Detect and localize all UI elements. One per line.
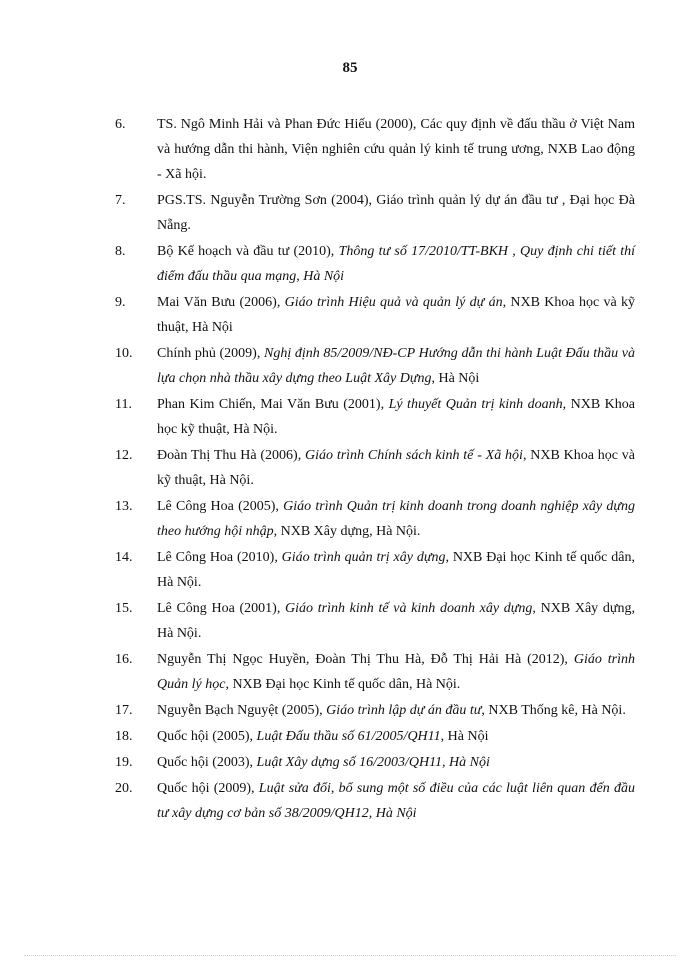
reference-number: 11.: [115, 397, 132, 412]
reference-number: 17.: [115, 703, 133, 718]
reference-text: [157, 703, 626, 718]
reference-item: [115, 776, 635, 826]
reference-number: 9.: [115, 295, 126, 310]
reference-text: [157, 601, 635, 641]
reference-title-italic: Luật sửa đổi, bổ sung một số điều của các luật liên quan đến đầu tư xây dựng cơ bản số 38/2009/QH12, Hà Nội: [157, 781, 635, 821]
reference-title-italic: Giáo trình Chính sách kinh tế - Xã hội: [305, 448, 523, 463]
reference-text: [157, 117, 635, 182]
reference-item: [115, 112, 635, 187]
reference-text-segment: Chính phủ (2009),: [157, 346, 264, 361]
reference-text: [157, 652, 635, 692]
reference-text-segment: Lê Công Hoa (2005),: [157, 499, 284, 514]
reference-text-segment: Nguyễn Thị Ngọc Huyền, Đoàn Thị Thu Hà, Đỗ Thị Hải Hà (2012),: [157, 652, 574, 667]
reference-number: 8.: [115, 244, 126, 259]
reference-title-italic: Lý thuyết Quản trị kinh doanh: [388, 397, 563, 412]
reference-text-segment: Bộ Kế hoạch và đầu tư (2010),: [157, 244, 339, 259]
reference-text-segment: Quốc hội (2009),: [157, 781, 259, 796]
reference-text: [157, 729, 488, 744]
reference-text-segment: TS. Ngô Minh Hải và Phan Đức Hiếu (2000), Các quy định về đấu thầu ở Việt Nam và hướng dẫn thi hành, Viện nghiên cứu quản lý kinh tế trung ương, NXB Lao động - Xã hội.: [157, 117, 635, 182]
reference-number: 15.: [115, 601, 133, 616]
reference-text: [157, 781, 635, 821]
reference-text: [157, 346, 635, 386]
reference-text-segment: Quốc hội (2003),: [157, 755, 257, 770]
reference-text-segment: , NXB Khoa học kỹ thuật, Hà Nội.: [157, 397, 635, 437]
reference-text-segment: Nguyễn Bạch Nguyệt (2005),: [157, 703, 327, 718]
reference-text: [157, 295, 635, 335]
reference-number: 20.: [115, 781, 133, 796]
reference-text: [157, 755, 490, 770]
reference-number: 13.: [115, 499, 133, 514]
reference-number: 7.: [115, 193, 126, 208]
reference-item: [115, 647, 635, 697]
page-bottom-divider: [24, 955, 676, 956]
reference-title-italic: Nghị định 85/2009/NĐ-CP Hướng dẫn thi hành Luật Đấu thầu và lựa chọn nhà thầu xây dựng theo Luật Xây Dựng: [157, 346, 635, 386]
reference-number: 12.: [115, 448, 133, 463]
reference-title-italic: Luật Xây dựng số 16/2003/QH11, Hà Nội: [256, 755, 490, 770]
reference-text: [157, 193, 635, 233]
reference-title-italic: Giáo trình quản trị xây dựng: [281, 550, 446, 565]
reference-text: [157, 397, 635, 437]
reference-title-italic: Giáo trình Hiệu quả và quản lý dự án: [284, 295, 503, 310]
reference-item: [115, 443, 635, 493]
reference-item: [115, 188, 635, 238]
reference-text-segment: Lê Công Hoa (2010),: [157, 550, 282, 565]
reference-text-segment: , NXB Đại học Kinh tế quốc dân, Hà Nội.: [157, 550, 635, 590]
reference-item: [115, 290, 635, 340]
reference-item: [115, 494, 635, 544]
reference-item: [115, 750, 635, 775]
page-number: 85: [342, 60, 358, 76]
reference-item: [115, 596, 635, 646]
reference-title-italic: Thông tư số 17/2010/TT-BKH , Quy định chi tiết thí điểm đấu thầu qua mạng, Hà Nội: [157, 244, 635, 284]
reference-text-segment: , Hà Nội: [431, 371, 480, 386]
reference-text: [157, 550, 635, 590]
reference-text-segment: , Hà Nội: [440, 729, 489, 744]
reference-text-segment: Lê Công Hoa (2001),: [157, 601, 286, 616]
reference-text-segment: , NXB Đại học Kinh tế quốc dân, Hà Nội.: [225, 677, 461, 692]
reference-item: [115, 545, 635, 595]
reference-text-segment: , NXB Thống kê, Hà Nội.: [481, 703, 626, 718]
reference-number: 10.: [115, 346, 133, 361]
reference-number: 18.: [115, 729, 133, 744]
reference-item: [115, 239, 635, 289]
reference-title-italic: Giáo trình Quản trị kinh doanh trong doanh nghiệp xây dựng theo hướng hội nhập: [157, 499, 635, 539]
reference-text-segment: Đoàn Thị Thu Hà (2006),: [157, 448, 306, 463]
reference-list: [115, 112, 635, 827]
reference-number: 19.: [115, 755, 133, 770]
reference-number: 14.: [115, 550, 133, 565]
reference-title-italic: Giáo trình lập dự án đầu tư: [326, 703, 482, 718]
reference-title-italic: Giáo trình kinh tế và kinh doanh xây dựng: [285, 601, 533, 616]
reference-text: [157, 244, 635, 284]
reference-number: 16.: [115, 652, 133, 667]
reference-text-segment: , NXB Khoa học và kỹ thuật, Hà Nội: [157, 295, 636, 335]
reference-item: [115, 724, 635, 749]
reference-item: [115, 698, 635, 723]
reference-text-segment: , NXB Xây dựng, Hà Nội.: [157, 601, 635, 641]
reference-item: [115, 341, 635, 391]
reference-text-segment: , NXB Khoa học và kỹ thuật, Hà Nội.: [157, 448, 635, 488]
reference-item: [115, 392, 635, 442]
reference-title-italic: Giáo trình Quản lý học: [157, 652, 635, 692]
reference-text-segment: Quốc hội (2005),: [157, 729, 257, 744]
reference-text: [157, 448, 635, 488]
reference-text-segment: PGS.TS. Nguyễn Trường Sơn (2004), Giáo trình quản lý dự án đầu tư , Đại học Đà Nẵng.: [157, 193, 635, 233]
reference-title-italic: Luật Đấu thầu số 61/2005/QH11: [256, 729, 441, 744]
reference-number: 6.: [115, 117, 126, 132]
reference-text-segment: , NXB Xây dựng, Hà Nội.: [273, 524, 421, 539]
reference-text-segment: Mai Văn Bưu (2006),: [157, 295, 285, 310]
reference-text: [157, 499, 635, 539]
reference-text-segment: Phan Kim Chiến, Mai Văn Bưu (2001),: [157, 397, 389, 412]
